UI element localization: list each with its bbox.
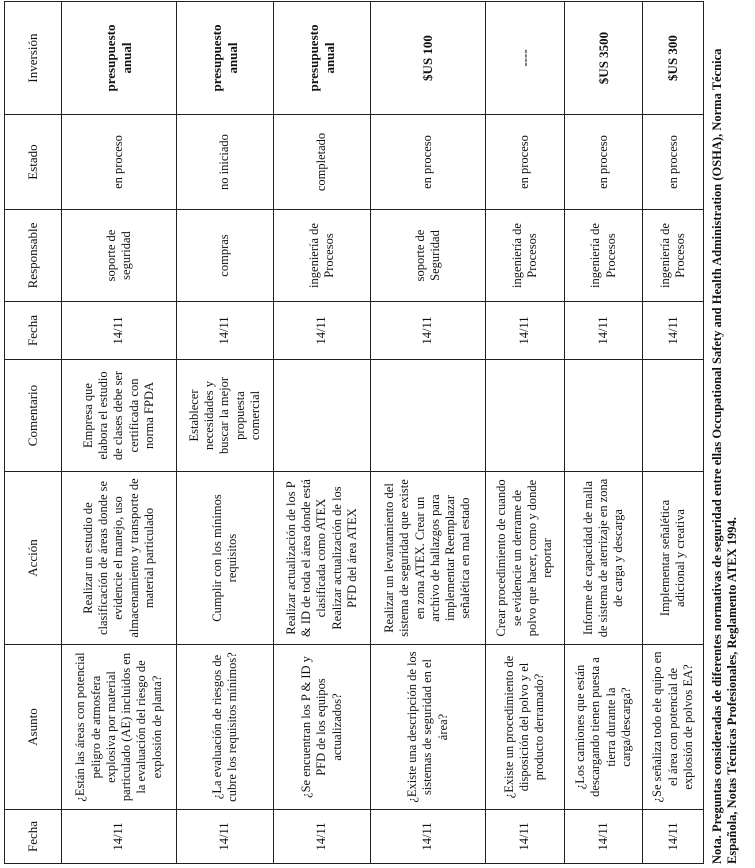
cell-fecha-2: 14/11 [62,302,177,360]
cell-inversion: $US 300 [643,2,704,115]
cell-accion: Informe de capacidad de malla de sistema de aterrizaje en zona de carga y descarga [564,472,643,645]
cell-responsable: compras [177,210,274,302]
header-cell: Inversión [5,2,62,115]
cell-accion: Crear procedimiento de cuando se evidencie un derrame de polvo que hacer, como y donde reportar [486,472,565,645]
cell-comentario [564,360,643,472]
cell-asunto: ¿Están las áreas con potencial peligro de atmosfera explosiva por material particulado (AE) incluidos en la evaluación del riesgo de explosión de planta? [62,645,177,810]
cell-fecha: 14/11 [370,810,485,864]
header-cell: Acción [5,472,62,645]
cell-fecha: 14/11 [177,810,274,864]
header-cell: Asunto [5,645,62,810]
header-cell: Fecha [5,302,62,360]
cell-asunto: ¿Existe un procedimiento de disposición del polvo y el producto derramado? [486,645,565,810]
cell-fecha-2: 14/11 [564,302,643,360]
cell-comentario: Establecer necesidades y buscar la mejor propuesta comercial [177,360,274,472]
table-note: Nota. Preguntas consideradas de diferentes normativas de seguridad entre ellas Occupational Safety and Health Administration (OSHA), Norma Técnica Española, Notas Técnicas Profesionales, Reglamento ATEX 1994. [710,48,740,864]
table-row [62,2,177,864]
cell-fecha: 14/11 [486,810,565,864]
cell-responsable: ingeniería de Procesos [643,210,704,302]
cell-estado: no iniciado [177,115,274,210]
cell-fecha-2: 14/11 [486,302,565,360]
cell-inversion: presupuesto anual [177,2,274,115]
cell-fecha-2: 14/11 [177,302,274,360]
cell-asunto: ¿Los camiones que están descargando tienen puesta a tierra durante la carga/descarga? [564,645,643,810]
cell-accion: Cumplir con los mínimos requisitos [177,472,274,645]
cell-comentario [274,360,371,472]
header-row [5,2,62,864]
cell-inversion: $US 3500 [564,2,643,115]
table-row [486,2,565,864]
cell-responsable: soporte de seguridad [62,210,177,302]
cell-fecha: 14/11 [564,810,643,864]
cell-accion: Realizar actualización de los P & ID de toda el área donde está clasificada como ATEX Realizar actualización de los PFD del área ATEX [274,472,371,645]
cell-comentario [370,360,485,472]
cell-comentario [486,360,565,472]
cell-inversion: presupuesto anual [62,2,177,115]
action-plan-table [4,1,704,864]
cell-inversion: ---- [486,2,565,115]
table-row [370,2,485,864]
cell-inversion: presupuesto anual [274,2,371,115]
header-cell: Comentario [5,360,62,472]
cell-fecha: 14/11 [274,810,371,864]
cell-responsable: ingeniería de Procesos [274,210,371,302]
cell-asunto: ¿Existe una descripción de los sistemas de seguridad en el área? [370,645,485,810]
cell-accion: Realizar un levantamiento del sistema de seguridad que existe en zona ATEX. Crear un archivo de hallazgos para implementar Reemplazar señalética en mal estado [370,472,485,645]
cell-accion: Realizar un estudio de clasificación de áreas donde se evidencie el manejo, uso almacenamiento y transporte de material particulado [62,472,177,645]
cell-estado: en proceso [62,115,177,210]
cell-comentario [643,360,704,472]
cell-estado: en proceso [370,115,485,210]
cell-responsable: ingeniería de Procesos [564,210,643,302]
cell-fecha-2: 14/11 [370,302,485,360]
header-cell: Fecha [5,810,62,864]
cell-estado: completado [274,115,371,210]
cell-inversion: $US 100 [370,2,485,115]
cell-accion: Implementar señalética adicional y creativa [643,472,704,645]
cell-fecha: 14/11 [643,810,704,864]
cell-asunto: ¿Se encuentran los P & ID y PFD de los equipos actualizados? [274,645,371,810]
table-row [643,2,704,864]
cell-fecha: 14/11 [62,810,177,864]
cell-asunto: ¿Se señaliza todo ele quipo en el área con potencial de explosión de polvos EA? [643,645,704,810]
cell-responsable: ingeniería de Procesos [486,210,565,302]
cell-asunto: ¿La evaluación de riesgos de cubre los requisitos mínimos? [177,645,274,810]
cell-fecha-2: 14/11 [643,302,704,360]
cell-responsable: soporte de Seguridad [370,210,485,302]
table-row [177,2,274,864]
cell-fecha-2: 14/11 [274,302,371,360]
header-cell: Estado [5,115,62,210]
cell-estado: en proceso [486,115,565,210]
cell-comentario: Empresa que elabora el estudio de clases debe ser certificada con norma FPDA [62,360,177,472]
table-row [274,2,371,864]
table-row [564,2,643,864]
cell-estado: en proceso [564,115,643,210]
cell-estado: en proceso [643,115,704,210]
header-cell: Responsable [5,210,62,302]
